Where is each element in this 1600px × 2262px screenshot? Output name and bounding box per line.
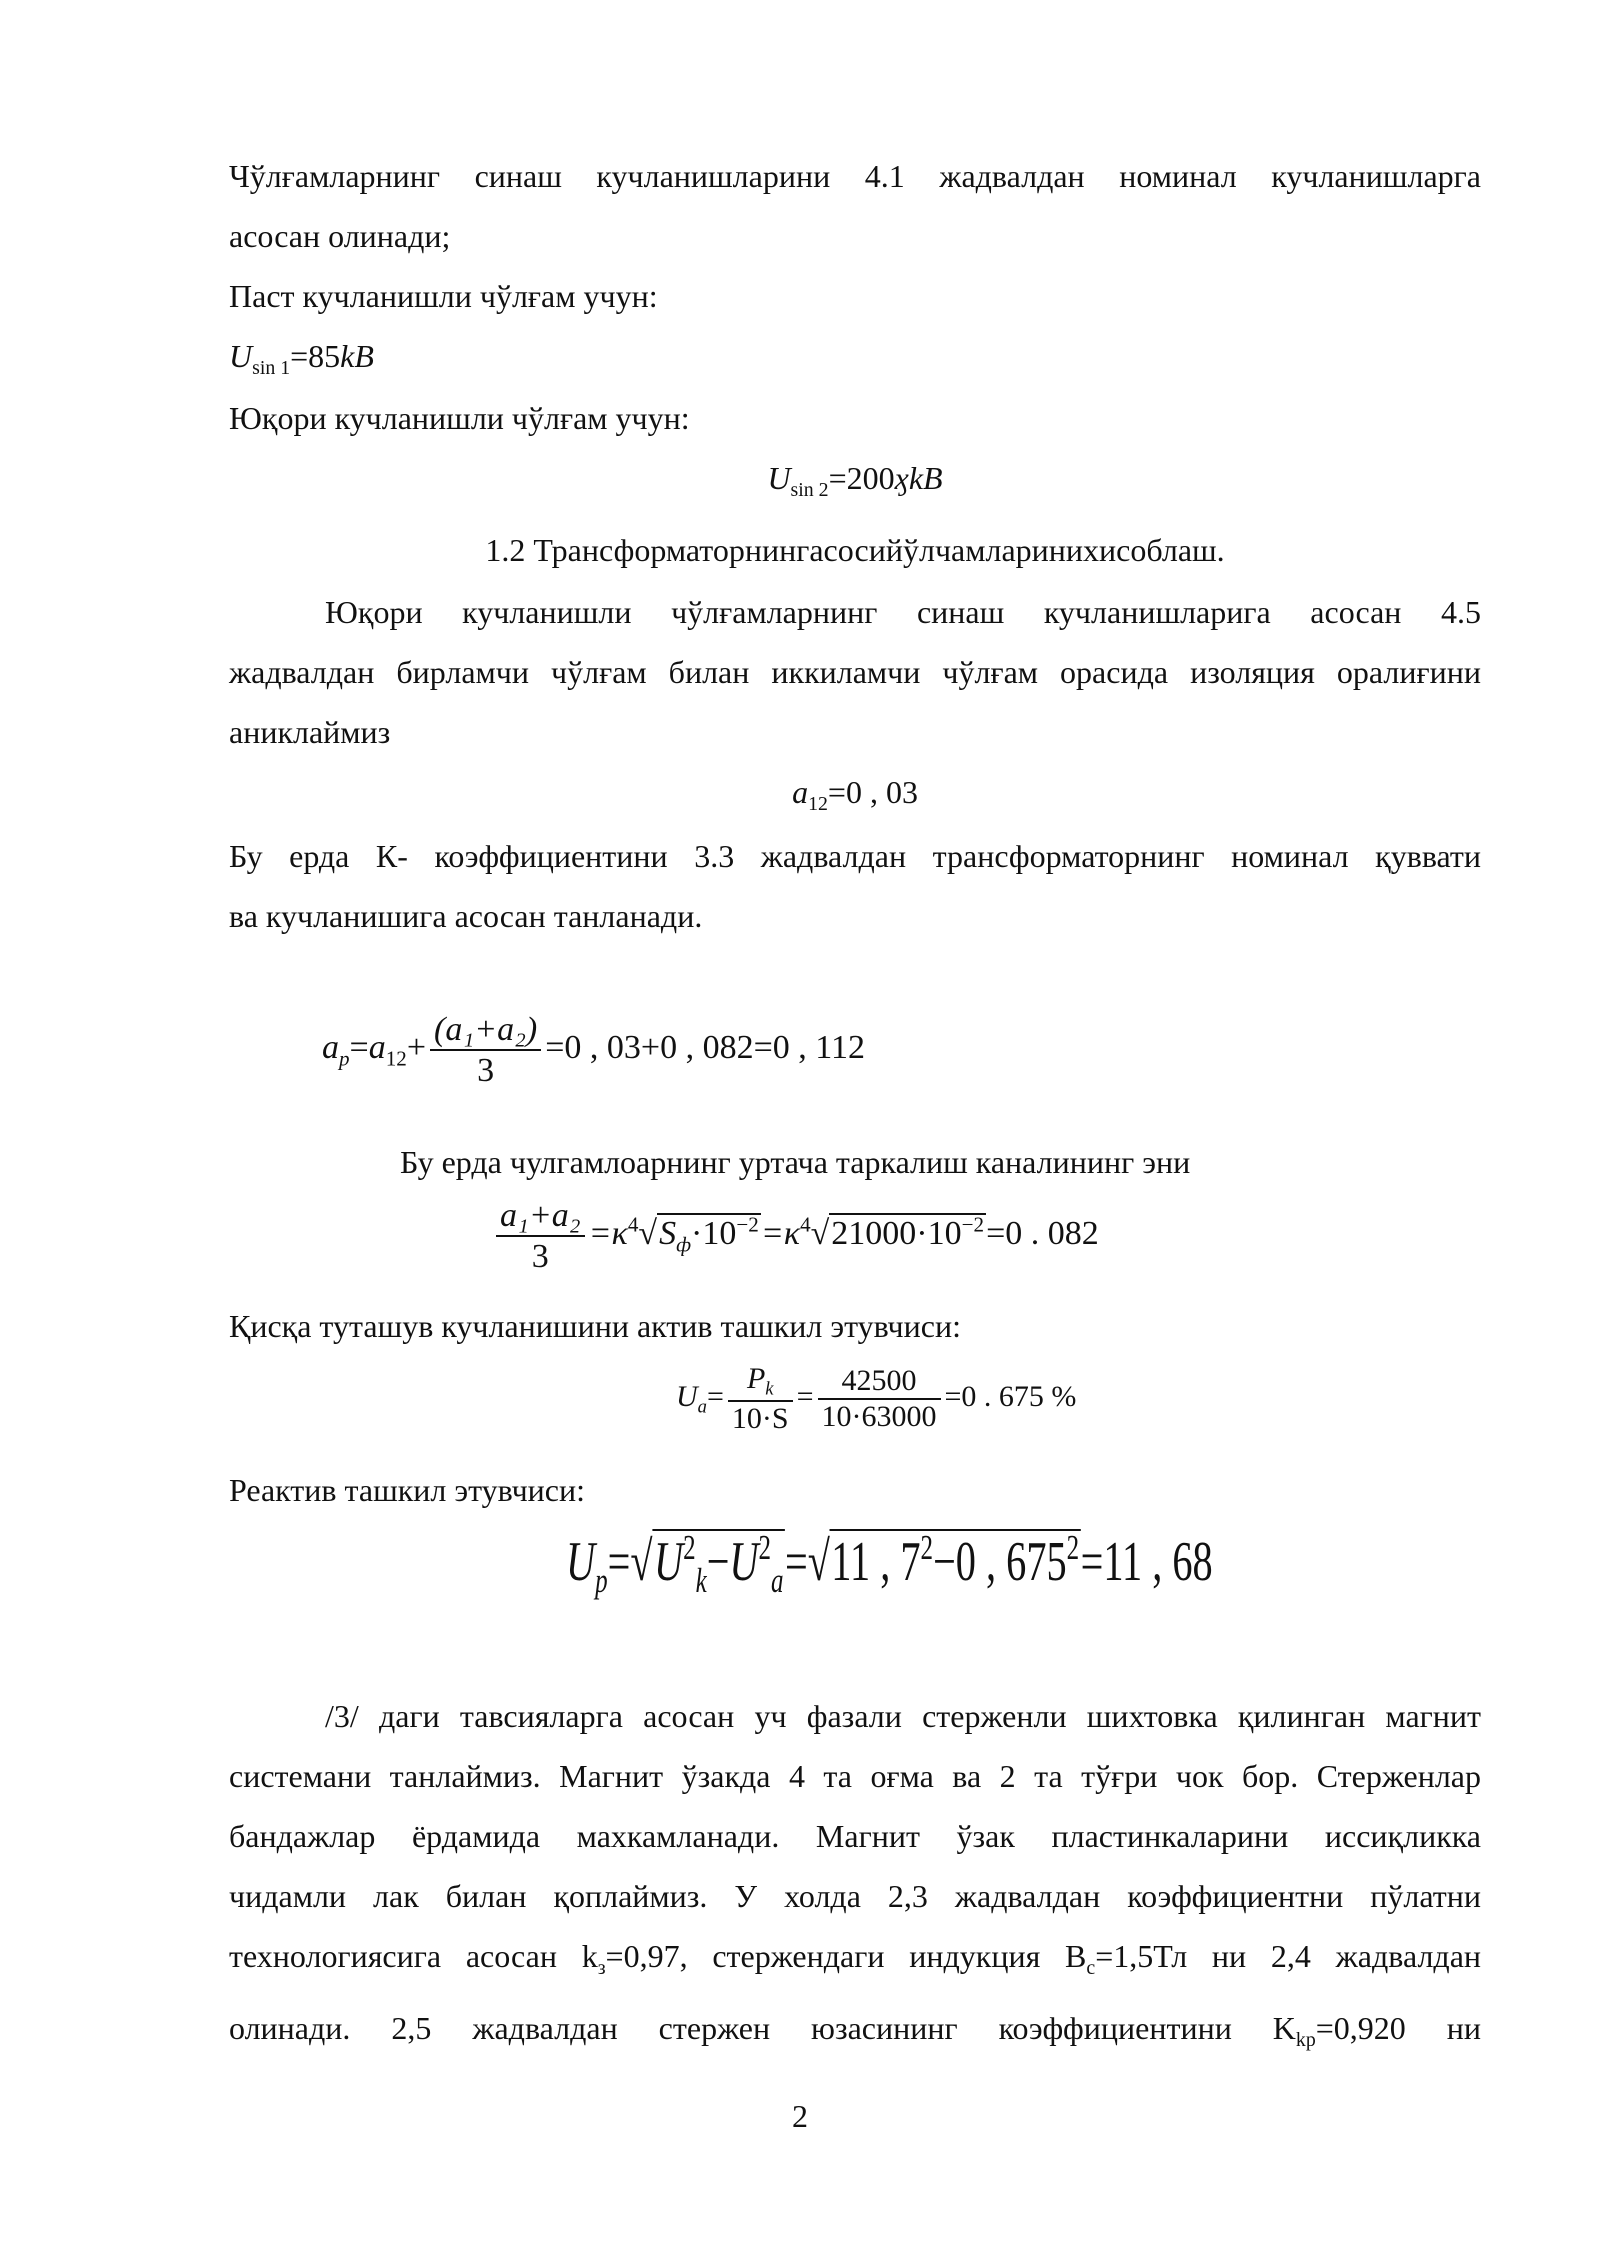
formula-up: $U_p=√U^2_k-U^2_a=√11$ , $7^2-0$ , $675^2=11$ , 68 (566, 1528, 1213, 1600)
text-line: асосан олинади; (229, 218, 451, 254)
text-line: бандажлар ёрдамида махкамланади. Магнит ўзак пластинкаларини иссиқликка (229, 1818, 1481, 1854)
fraction: $\frac{42500}{10\cdot 63000}$ (818, 1364, 941, 1435)
active-component-label: Қисқа туташув кучланишини актив ташкил этувчиси: (229, 1308, 961, 1344)
low-voltage-label: Паст кучланишли чўлғам учун: (229, 278, 658, 314)
fraction: $\frac{\text{a₁+a₂}}{3}$ (496, 1196, 585, 1276)
paragraph-k-coefficient (229, 826, 1481, 946)
radicand: $S_ф\cdot 10^{-2}$ (659, 1212, 759, 1257)
fraction: $\frac{\text{(a₁+a₂)}}{3}$ (430, 1010, 541, 1090)
sqrt-icon: √ (630, 1530, 653, 1593)
formula-u-sin2: $U_{sin 2}=200ӽkB$ (767, 460, 943, 501)
radicand: $U^2_k-U^2_a$ (653, 1528, 784, 1600)
paragraph-magnetic-system-cont (229, 1746, 1481, 2070)
text-line: чидамли лак билан қоплаймиз. У холда 2,3 жадвалдан коэффициентни пўлатни (229, 1878, 1481, 1914)
formula-channel-width: $\frac{\text{a₁+a₂}}{3}$ $=\kappa^4√S_ф\cdot 10^{-2}=\kappa^4√21000\cdot 10^{-2}=0$ . 082 (492, 1196, 1099, 1276)
text-line: олинади. 2,5 жадвалдан стержен юзасининг коэффициентини $K_{kp}=0,920$ ни (229, 2009, 1482, 2051)
text-line: Чўлғамларнинг синаш кучланишларини 4.1 жадвалдан номинал кучланишларга (229, 158, 1481, 194)
sqrt-icon: √ (810, 1214, 830, 1252)
text-line: технологиясига асосан $k_з=0,97$, стержендаги индукция $B_c=1,5Тл$ ни 2,4 жадвалдан (229, 1938, 1482, 1979)
section-heading: 1.2 Трансформаторнингасосийўлчамларинихисоблаш. (485, 532, 1225, 568)
formula-ap: $a_p=a_{12}+$ $\frac{\text{(a₁+a₂)}}{3}$ =0 , 03+0 , 082=0 , 112 (322, 1011, 865, 1090)
paragraph-insulation (229, 582, 1481, 642)
text-line: жадвалдан бирламчи чўлғам билан иккиламчи чўлғам орасида изоляция оралиғини (229, 654, 1481, 690)
radicand: $21000\cdot 10^{-2}$ (831, 1212, 985, 1252)
text-line: ва кучланишига асосан танланади. (229, 898, 703, 934)
sqrt-icon: √ (638, 1214, 658, 1252)
formula-ua: $U_a=$ $\frac{P_k}{10\cdot S}$ = $\frac{42500}{10\cdot 63000}$ =0 . 675 % (676, 1362, 1077, 1435)
formula-a12: $a_{12}=0$ , 03 (792, 774, 918, 815)
fraction: $\frac{P_k}{10\cdot S}$ (728, 1362, 793, 1436)
text-line: Юқори кучланишли чўлғамларнинг синаш кучланишларига асосан 4.5 (325, 594, 1481, 630)
radicand: 11 , $7^2-0$ , $675^2$ (831, 1528, 1080, 1593)
sqrt-icon: √ (807, 1530, 830, 1593)
text-line: Бу ерда К- коэффициентини 3.3 жадвалдан трансформаторнинг номинал қуввати (229, 838, 1481, 874)
channel-width-text: Бу ерда чулгамлоарнинг уртача таркалиш каналининг эни (400, 1144, 1191, 1180)
text-line: аниклаймиз (229, 714, 391, 750)
text-line: системани танлаймиз. Магнит ўзакда 4 та оғма ва 2 та тўғри чок бор. Стерженлар (229, 1758, 1481, 1794)
paragraph-magnetic-system (229, 1686, 1481, 1746)
page-number: 2 (792, 2098, 808, 2134)
paragraph-test-voltages (229, 146, 1481, 266)
formula-u-sin1: $U_{sin 1}=85kB$ (229, 338, 374, 379)
paragraph-insulation-cont (229, 642, 1481, 762)
reactive-component-label: Реактив ташкил этувчиси: (229, 1472, 585, 1508)
high-voltage-label: Юқори кучланишли чўлғам учун: (229, 400, 690, 436)
text-line: /3/ даги тавсияларга асосан уч фазали стерженли шихтовка қилинган магнит (325, 1698, 1481, 1734)
